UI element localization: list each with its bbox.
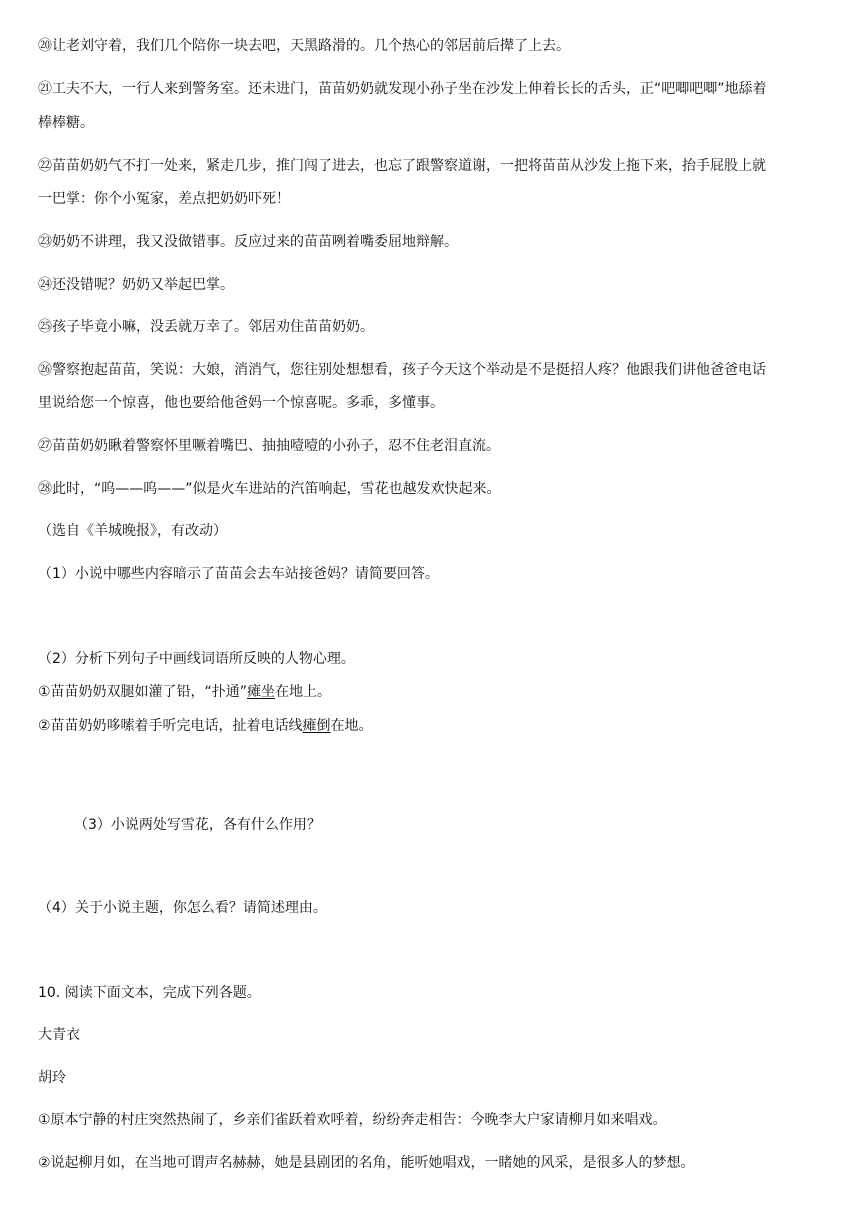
paragraph-23: ㉓奶奶不讲理，我又没做错事。反应过来的苗苗咧着嘴委屈地辩解。 bbox=[38, 234, 458, 250]
sentence-2-prefix: ②苗苗奶奶哆嗦着手听完电话，扯着电话线 bbox=[38, 718, 303, 734]
story-title: 大青衣 bbox=[38, 1027, 80, 1043]
paragraph-26-line-1: ㉖警察抱起苗苗，笑说：大娘，消消气，您往别处想想看，孩子今天这个举动是不是挺招人疼？他跟我们讲他爸爸电话 bbox=[38, 362, 766, 378]
paragraph-27: ㉗苗苗奶奶瞅着警察怀里噘着嘴巴、抽抽噎噎的小孙子，忍不住老泪直流。 bbox=[38, 438, 500, 454]
underlined-word-2: 瘫倒 bbox=[302, 718, 331, 734]
question-2-sentence-2 bbox=[38, 716, 373, 736]
sentence-1-suffix: 在地上。 bbox=[275, 684, 332, 700]
question-2: （2）分析下列句子中画线词语所反映的人物心理。 bbox=[38, 651, 355, 667]
paragraph-24: ㉔还没错呢？奶奶又举起巴掌。 bbox=[38, 277, 234, 293]
question-1: （1）小说中哪些内容暗示了苗苗会去车站接爸妈？请简要回答。 bbox=[38, 566, 439, 582]
question-2-sentence-1 bbox=[38, 682, 331, 702]
question-4: （4）关于小说主题，你怎么看？请简述理由。 bbox=[38, 900, 327, 916]
underlined-word-1: 瘫坐 bbox=[247, 684, 276, 700]
paragraph-28: ㉘此时，“呜——呜——”似是火车进站的汽笛响起，雪花也越发欢快起来。 bbox=[38, 481, 501, 497]
question-3: （3）小说两处写雪花，各有什么作用？ bbox=[74, 817, 321, 833]
source-note: （选自《羊城晚报》，有改动） bbox=[38, 523, 227, 539]
paragraph-25: ㉕孩子毕竟小嘛，没丢就万幸了。邻居劝住苗苗奶奶。 bbox=[38, 319, 374, 335]
story-paragraph-2: ②说起柳月如，在当地可谓声名赫赫，她是县剧团的名角，能听她唱戏，一睹她的风采，是很多人的梦想。 bbox=[38, 1155, 695, 1171]
section-heading-10: 10. 阅读下面文本，完成下列各题。 bbox=[38, 985, 261, 1001]
story-paragraph-1: ①原本宁静的村庄突然热闹了，乡亲们雀跃着欢呼着，纷纷奔走相告：今晚李大户家请柳月如来唱戏。 bbox=[38, 1112, 667, 1128]
paragraph-26-line-2: 里说给您一个惊喜，他也要给他爸妈一个惊喜呢。多乖，多懂事。 bbox=[38, 395, 444, 411]
paragraph-21-line-1: ㉑工夫不大，一行人来到警务室。还未进门，苗苗奶奶就发现小孙子坐在沙发上伸着长长的舌头，正“吧唧吧唧”地舔着 bbox=[38, 81, 767, 97]
story-author: 胡玲 bbox=[38, 1070, 66, 1086]
sentence-1-prefix: ①苗苗奶奶双腿如灌了铅，“扑通” bbox=[38, 684, 248, 700]
paragraph-22-line-2: 一巴掌：你个小冤家，差点把奶奶吓死！ bbox=[38, 191, 290, 207]
paragraph-21-line-2: 棒棒糖。 bbox=[38, 115, 94, 131]
sentence-2-suffix: 在地。 bbox=[330, 718, 373, 734]
paragraph-20: ⑳让老刘守着，我们几个陪你一块去吧，天黑路滑的。几个热心的邻居前后撵了上去。 bbox=[38, 38, 570, 54]
paragraph-22-line-1: ㉒苗苗奶奶气不打一处来，紧走几步，推门闯了进去，也忘了跟警察道谢，一把将苗苗从沙发上拖下来，抬手屁股上就 bbox=[38, 158, 766, 174]
